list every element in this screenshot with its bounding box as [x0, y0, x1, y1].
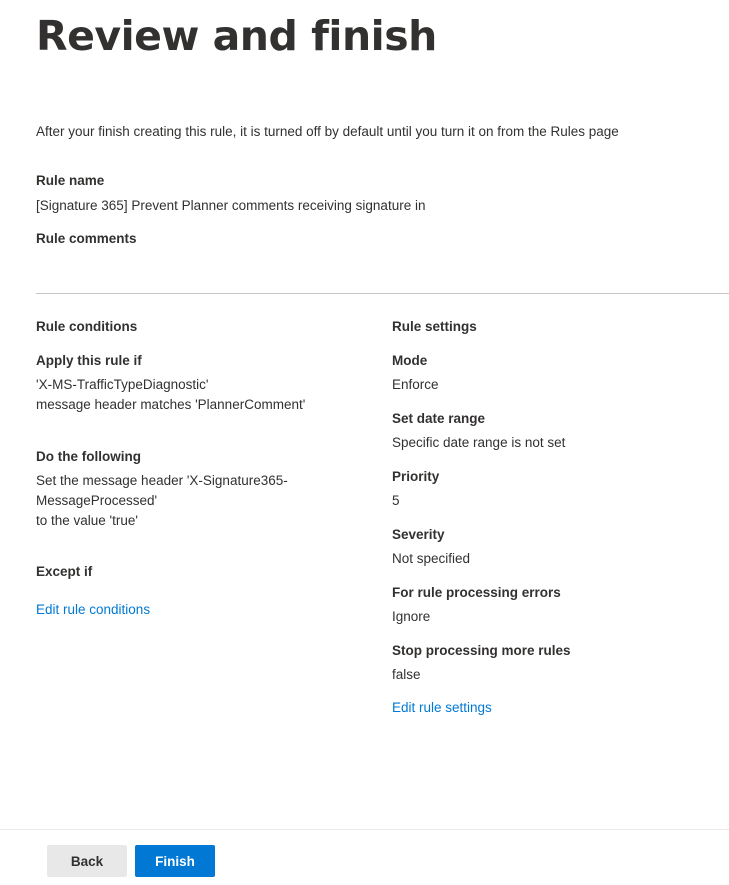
do-following-label: Do the following: [36, 449, 141, 464]
processing-errors-value: Ignore: [392, 609, 431, 624]
apply-rule-if-label: Apply this rule if: [36, 353, 142, 368]
severity-label: Severity: [392, 527, 445, 542]
rule-conditions-heading: Rule conditions: [36, 319, 138, 334]
back-button[interactable]: Back: [47, 845, 127, 877]
date-range-value: Specific date range is not set: [392, 435, 566, 450]
do-following-value: Set the message header 'X-Signature365- MessageProcessed' to the value 'true': [36, 473, 288, 528]
finish-button[interactable]: Finish: [135, 845, 215, 877]
apply-rule-if-value: 'X-MS-TrafficTypeDiagnostic' message header matches 'PlannerComment': [36, 377, 306, 412]
rule-comments-label: Rule comments: [36, 231, 137, 246]
mode-label: Mode: [392, 353, 428, 368]
priority-value: 5: [392, 493, 400, 508]
rule-name-value: [Signature 365] Prevent Planner comments receiving signature in: [36, 198, 426, 213]
except-if-label: Except if: [36, 564, 93, 579]
processing-errors-label: For rule processing errors: [392, 585, 561, 600]
stop-processing-label: Stop processing more rules: [392, 643, 571, 658]
edit-rule-settings-link[interactable]: Edit rule settings: [392, 700, 492, 715]
rule-settings-heading: Rule settings: [392, 319, 477, 334]
severity-value: Not specified: [392, 551, 471, 566]
section-divider: [36, 293, 729, 294]
intro-text: After your finish creating this rule, it is turned off by default until you turn it on from the Rules page: [36, 124, 619, 139]
page-title: Review and finish: [36, 12, 437, 60]
mode-value: Enforce: [392, 377, 439, 392]
date-range-label: Set date range: [392, 411, 486, 426]
stop-processing-value: false: [392, 667, 421, 682]
edit-rule-conditions-link[interactable]: Edit rule conditions: [36, 602, 151, 617]
footer-divider: [0, 829, 729, 830]
priority-label: Priority: [392, 469, 440, 484]
rule-name-label: Rule name: [36, 173, 105, 188]
